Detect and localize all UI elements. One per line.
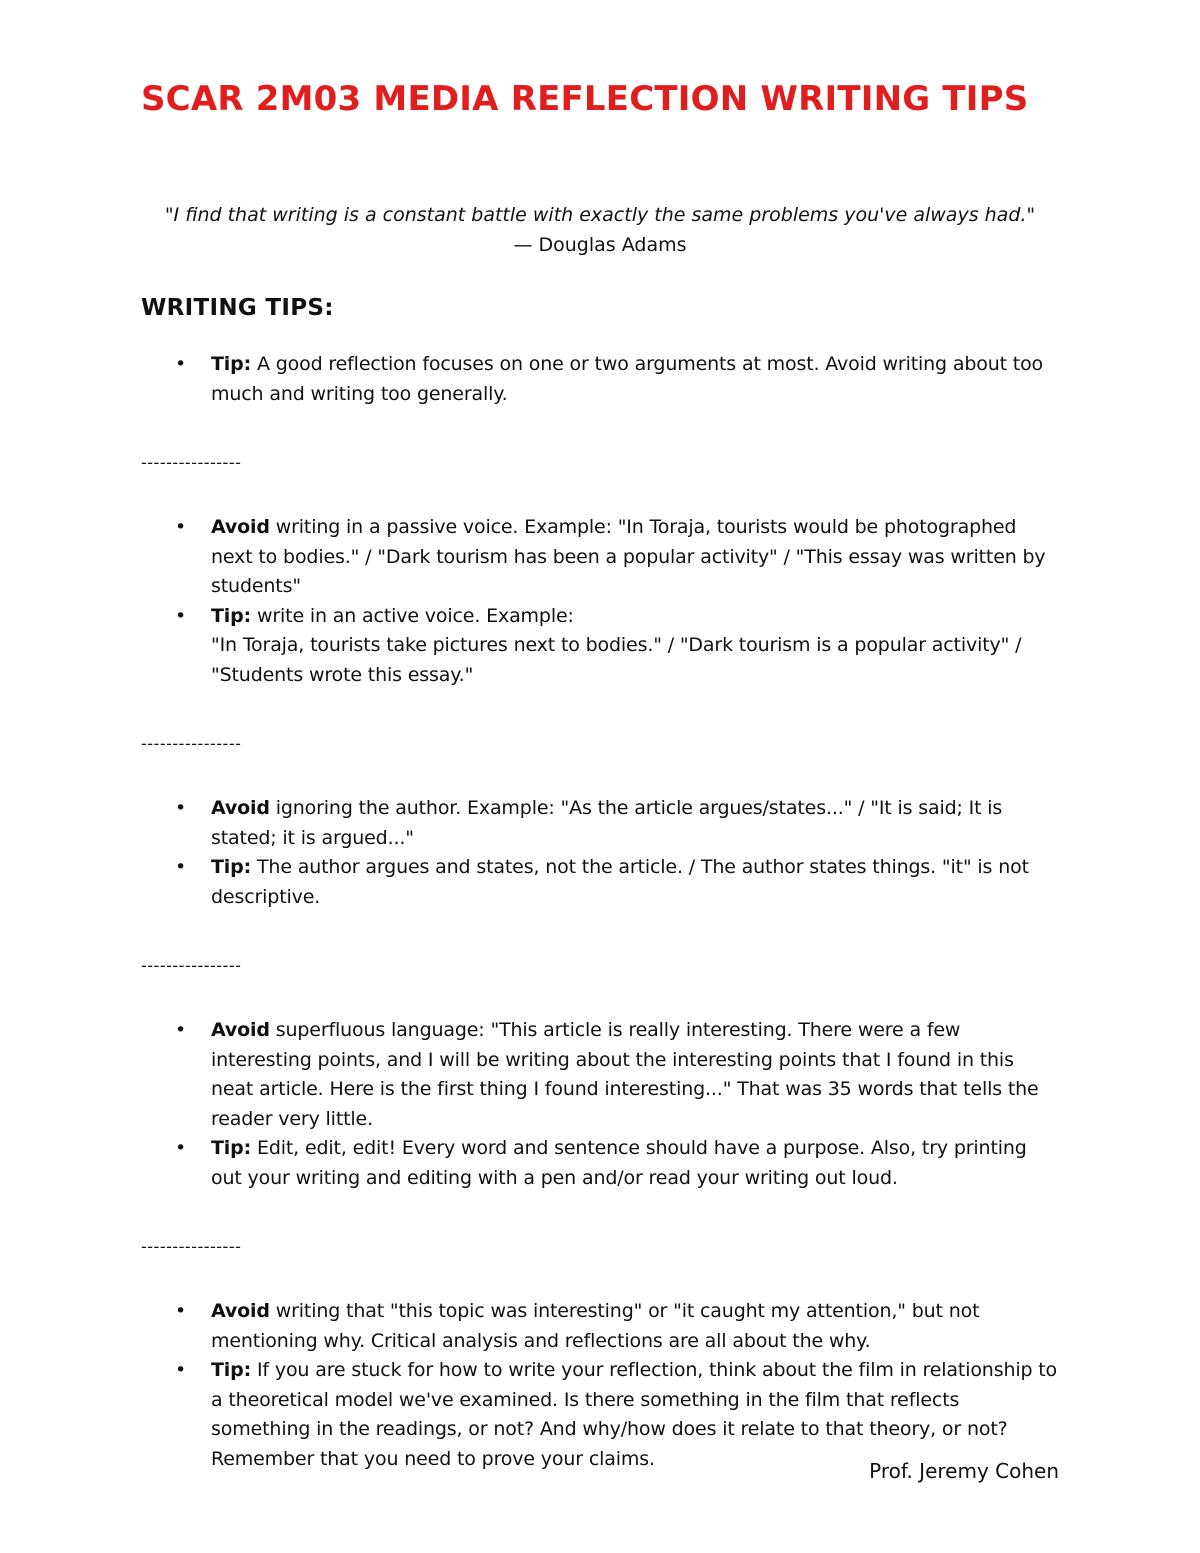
tip-group [141, 350, 1059, 409]
avoid-lead: Avoid [211, 1300, 270, 1322]
tip-group [141, 1297, 1059, 1474]
author-signature: Prof. Jeremy Cohen [869, 1459, 1059, 1483]
bullet-icon: • [175, 1019, 187, 1041]
avoid-lead: Avoid [211, 797, 270, 819]
tip-lead: Tip: [211, 1359, 252, 1381]
tip-lead: Tip: [211, 604, 252, 627]
tip-example-text: "In Toraja, tourists take pictures next to bodies." / "Dark tourism is a popular activity" / "Students wrote this essay." [211, 634, 1022, 686]
tip-item [141, 350, 1059, 409]
divider: ---------------- [141, 453, 242, 472]
bullet-icon: • [175, 1300, 187, 1322]
bullet-icon: • [175, 353, 187, 375]
tip-text: The author argues and states, not the article. / The author states things. "it" is not descriptive. [211, 856, 1029, 908]
avoid-text: superfluous language: "This article is really interesting. There were a few interesting points, and I will be writing about the interesting points that I found in this neat article. Here is the first thing I found interesting..." That was 35 words that tells the reader very little. [211, 1019, 1039, 1130]
tip-item [141, 602, 1059, 691]
document-title: SCAR 2M03 MEDIA REFLECTION WRITING TIPS [141, 79, 1029, 119]
avoid-item [141, 794, 1059, 853]
tip-group [141, 513, 1059, 690]
bullet-icon: • [175, 856, 187, 878]
avoid-text: writing that "this topic was interesting" or "it caught my attention," but not mentioning why. Critical analysis and reflections are all about the why. [211, 1300, 980, 1352]
divider: ---------------- [141, 1237, 242, 1256]
avoid-text: ignoring the author. Example: "As the article argues/states..." / "It is said; It is stated; it is argued..." [211, 797, 1003, 849]
tip-group [141, 794, 1059, 912]
epigraph [141, 200, 1059, 260]
avoid-lead: Avoid [211, 1019, 270, 1041]
tip-text: Edit, edit, edit! Every word and sentence should have a purpose. Also, try printing out your writing and editing with a pen and/or read your writing out loud. [211, 1137, 1027, 1189]
divider: ---------------- [141, 734, 242, 753]
bullet-icon: • [175, 516, 187, 538]
tip-lead: Tip: [211, 856, 252, 878]
divider: ---------------- [141, 956, 242, 975]
tips-container [141, 350, 1059, 1474]
quote-author: — Douglas Adams [513, 234, 687, 256]
avoid-item [141, 513, 1059, 602]
section-heading: WRITING TIPS: [141, 295, 334, 321]
avoid-item [141, 1297, 1059, 1356]
tip-lead: Tip: [211, 1137, 252, 1159]
avoid-lead: Avoid [211, 516, 270, 538]
tip-text: If you are stuck for how to write your reflection, think about the film in relationship to a theoretical model we've examined. Is there something in the film that reflects something in the readings, or not? And why/how does it relate to that theory, or not? Remember that you need to prove your claims. [211, 1359, 1058, 1470]
quote-text: "I find that writing is a constant battle with exactly the same problems you've always had." [164, 204, 1036, 226]
tip-item [141, 853, 1059, 912]
tip-text: write in an active voice. Example: [251, 604, 574, 627]
bullet-icon: • [175, 1137, 187, 1159]
tip-group [141, 1016, 1059, 1193]
bullet-icon: • [175, 604, 187, 627]
avoid-item [141, 1016, 1059, 1134]
avoid-text: writing in a passive voice. Example: "In Toraja, tourists would be photographed next to bodies." / "Dark tourism has been a popular activity" / "This essay was written by students" [211, 516, 1046, 597]
bullet-icon: • [175, 1359, 187, 1381]
tip-text: A good reflection focuses on one or two arguments at most. Avoid writing about too much and writing too generally. [211, 353, 1044, 405]
tip-lead: Tip: [211, 353, 252, 375]
bullet-icon: • [175, 797, 187, 819]
tip-item [141, 1134, 1059, 1193]
